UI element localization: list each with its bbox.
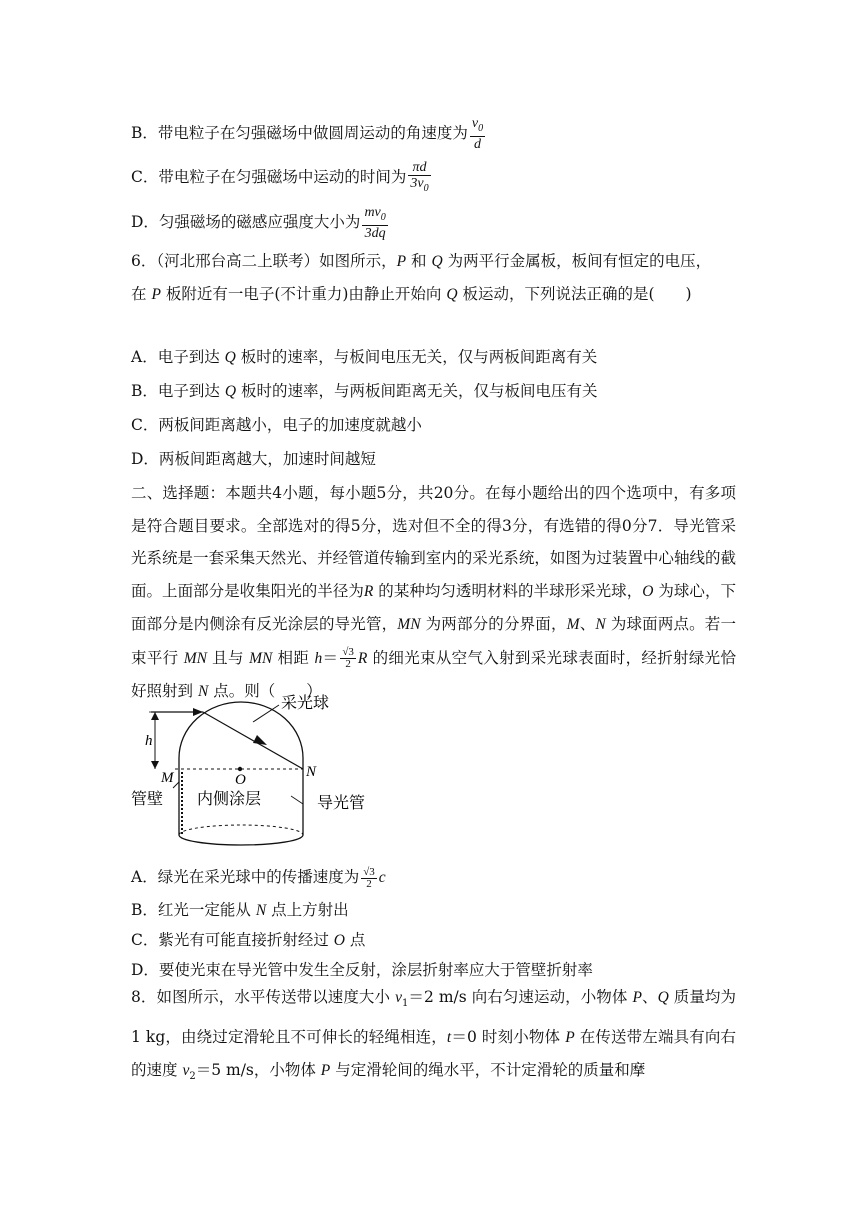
q6-option-c: C．两板间距离越小，电子的加速度就越小 bbox=[131, 416, 422, 434]
light-pipe-figure bbox=[131, 688, 391, 848]
q6-option-d: D．两板间距离越大，加速时间越短 bbox=[131, 450, 376, 468]
pipe-label: 导光管 bbox=[317, 795, 366, 812]
q7-option-b: B．红光一定能从 N 点上方射出 bbox=[131, 901, 349, 919]
q7-option-c: C．紫光有可能直接折射经过 O 点 bbox=[131, 931, 366, 949]
q6-option-b: B．电子到达 Q 板时的速率，与两板间距离无关，仅与板间电压有关 bbox=[131, 382, 598, 400]
fraction-pid-over-3v0: $\frac{\pi d}{3v_0}$ bbox=[410, 160, 429, 194]
q5-option-d: D．匀强磁场的磁感应强度大小为 $\frac{mv_0}{3dq}$ bbox=[131, 205, 386, 241]
wall-label: 管壁 bbox=[131, 791, 164, 808]
fraction-mv0-over-3dq: $\frac{mv_0}{3dq}$ bbox=[364, 205, 386, 241]
section2-paragraph: 二、选择题：本题共4小题，每小题5分，共20分。在每小题给出的四个选项中，有多项是符合题目要求。全部选对的得5分，选对但不全的得3分，有选错的得0分7．导光管采光系统是一套采集天然光、并经管道传输到室内的采光系统，如图为过装置中心轴线的截面。上面部分是收集阳光的半径为R 的某种均匀透明材料的半球形采光球，O 为球心，下面部分是内侧涂有反光涂层的导光管，MN 为两部分的分界面，M、N 为球面两点。若一束平行 MN 且与 MN 相距 h＝ $\frac{√3}{2}$ R 的细光束从空气入射到采光球表面时，经折射绿光恰好照射到 N 点。则（ ） bbox=[131, 484, 736, 700]
coating-label: 内侧涂层 bbox=[197, 791, 262, 808]
light-pipe-diagram bbox=[131, 688, 391, 848]
q6-stem-line1: 6．（河北邢台高二上联考）如图所示，P 和 Q 为两平行金属板，板间有恒定的电压， bbox=[131, 252, 712, 270]
q5-option-c: C．带电粒子在匀强磁场中运动的时间为 $\frac{\pi d}{3v_0}$ bbox=[131, 160, 429, 194]
sphere-leader bbox=[253, 705, 279, 722]
n-label: N bbox=[306, 764, 317, 780]
center-o-dot bbox=[238, 767, 242, 771]
q7-option-a: A．绿光在采光球中的传播速度为 $\frac{√3}{2}$ c bbox=[131, 865, 386, 890]
h-label: h bbox=[145, 733, 153, 749]
o-label: O bbox=[235, 772, 246, 788]
q6-option-a: A．电子到达 Q 板时的速率，与板间电压无关，仅与两板间距离有关 bbox=[131, 348, 598, 366]
q7-option-d: D．要使光束在导光管中发生全反射，涂层折射率应大于管壁折射率 bbox=[131, 961, 593, 979]
q5-option-b: B．带电粒子在匀强磁场中做圆周运动的角速度为 $\frac{v_0}{d}$ bbox=[131, 116, 484, 152]
q8-paragraph: 8．如图所示，水平传送带以速度大小 $v_1=2$ m/s 向右匀速运动，小物体 P、Q 质量均为 1 kg，由绕过定滑轮且不可伸长的轻绳相连，t＝0 时刻小物体 P 在传送带左端具有向右的速度 $v_2=5$ m/s，小物体 P 与定滑轮间的绳水平，不计定滑轮的质量和摩 bbox=[131, 988, 736, 1083]
m-label: M bbox=[161, 770, 174, 786]
refracted-arrow-icon bbox=[253, 735, 267, 745]
fraction-v0-over-d: $\frac{v_0}{d}$ bbox=[471, 116, 484, 152]
sphere-label: 采光球 bbox=[281, 695, 330, 712]
fraction-sqrt3-over-2: $\frac{√3}{2}$ bbox=[342, 646, 354, 670]
q6-stem-line2: 在 P 板附近有一电子(不计重力)由静止开始向 Q 板运动，下列说法正确的是( ) bbox=[131, 285, 692, 303]
